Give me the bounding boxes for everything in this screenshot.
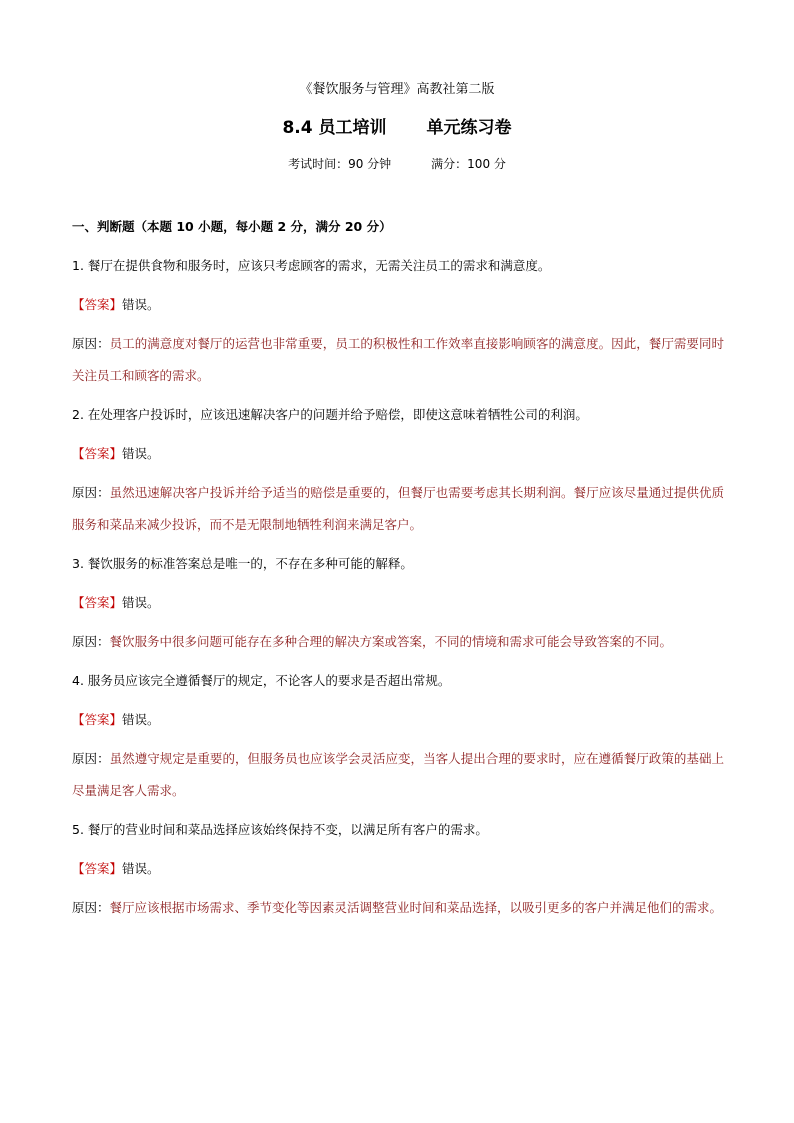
question-text: 1. 餐厅在提供食物和服务时，应该只考虑顾客的需求，无需关注员工的需求和满意度。 xyxy=(72,258,551,273)
reason-text xyxy=(72,892,724,924)
exam-content xyxy=(72,218,724,938)
answer-value: 错误。 xyxy=(122,297,160,312)
answer-tag: 【答案】 xyxy=(72,297,123,312)
answer-line xyxy=(72,860,724,878)
reason-label: 原因： xyxy=(72,336,110,351)
question-text: 4. 服务员应该完全遵循餐厅的规定，不论客人的要求是否超出常规。 xyxy=(72,673,451,688)
answer-line xyxy=(72,594,724,612)
answer-tag: 【答案】 xyxy=(72,712,123,727)
answer-tag: 【答案】 xyxy=(72,446,123,461)
answer-line xyxy=(72,711,724,729)
textbook-subtitle: 《餐饮服务与管理》高教社第二版 xyxy=(299,82,495,97)
answer-value: 错误。 xyxy=(122,712,160,727)
answer-line xyxy=(72,296,724,314)
answer-value: 错误。 xyxy=(122,595,160,610)
question-text: 2. 在处理客户投诉时，应该迅速解决客户的问题并给予赔偿，即使这意味着牺牲公司的利润。 xyxy=(72,407,588,422)
question-block-1 xyxy=(72,257,724,392)
reason-label: 原因： xyxy=(72,900,110,915)
question-text: 5. 餐厅的营业时间和菜品选择应该始终保持不变，以满足所有客户的需求。 xyxy=(72,822,488,837)
reason-label: 原因： xyxy=(72,485,110,500)
answer-tag: 【答案】 xyxy=(72,595,123,610)
answer-value: 错误。 xyxy=(122,861,160,876)
reason-text xyxy=(72,743,724,807)
reason-body: 虽然遵守规定是重要的，但服务员也应该学会灵活应变，当客人提出合理的要求时，应在遵循餐厅政策的基础上尽量满足客人需求。 xyxy=(72,751,724,798)
reason-body: 虽然迅速解决客户投诉并给予适当的赔偿是重要的，但餐厅也需要考虑其长期利润。餐厅应该尽量通过提供优质服务和菜品来减少投诉，而不是无限制地牺牲利润来满足客户。 xyxy=(72,485,724,532)
answer-value: 错误。 xyxy=(122,446,160,461)
reason-label: 原因： xyxy=(72,634,110,649)
question-block-5 xyxy=(72,821,724,924)
reason-text xyxy=(72,477,724,541)
question-text: 3. 餐饮服务的标准答案总是唯一的，不存在多种可能的解释。 xyxy=(72,556,413,571)
reason-text xyxy=(72,328,724,392)
reason-text xyxy=(72,626,724,658)
page-title xyxy=(0,116,794,140)
question-block-2 xyxy=(72,406,724,541)
reason-body: 员工的满意度对餐厅的运营也非常重要，员工的积极性和工作效率直接影响顾客的满意度。因此，餐厅需要同时关注员工和顾客的需求。 xyxy=(72,336,724,383)
reason-body: 餐饮服务中很多问题可能存在多种合理的解决方案或答案，不同的情境和需求可能会导致答案的不同。 xyxy=(109,634,673,649)
reason-label: 原因： xyxy=(72,751,110,766)
exam-time: 考试时间：90 分钟 xyxy=(288,157,392,171)
question-block-3 xyxy=(72,555,724,658)
title-exam-name: 单元练习卷 xyxy=(426,118,512,138)
exam-score: 满分：100 分 xyxy=(431,157,506,171)
answer-line xyxy=(72,445,724,463)
answer-tag: 【答案】 xyxy=(72,861,123,876)
section-heading: 一、判断题（本题 10 小题，每小题 2 分，满分 20 分） xyxy=(72,219,392,234)
reason-body: 餐厅应该根据市场需求、季节变化等因素灵活调整营业时间和菜品选择，以吸引更多的客户并满足他们的需求。 xyxy=(109,900,723,915)
title-unit: 8.4 员工培训 xyxy=(282,118,387,138)
question-block-4 xyxy=(72,672,724,807)
exam-meta xyxy=(0,155,794,173)
